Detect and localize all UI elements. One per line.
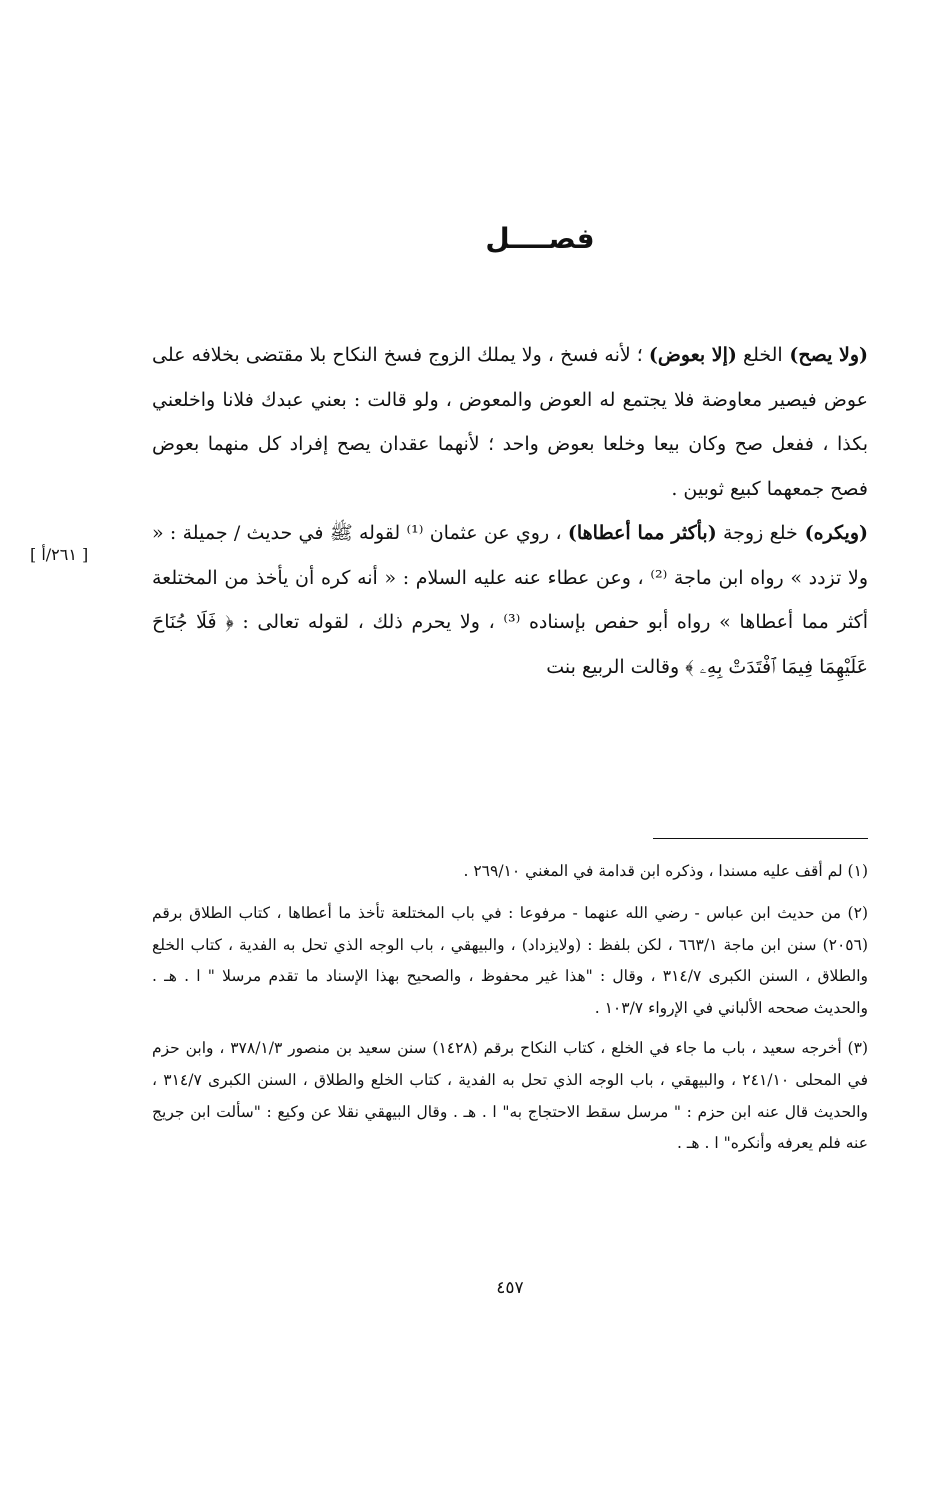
paragraph-2-segment-2: خلع زوجة [716,522,798,544]
paragraph-1-segment-1: (ولا يصح) [782,344,869,366]
page-number: ٤٥٧ [496,1278,524,1298]
manuscript-folio-marker: [ ٢٦١/أ ] [30,545,89,564]
paragraph-2-segment-1: (ويكره) [797,522,868,544]
paragraph-1-segment-2: الخلع [736,344,783,366]
paragraph-2-segment-4: ، روي عن عثمان ⁽¹⁾ لقوله ﷺ في حديث / جميلة : « ولا تزدد » رواه ابن ماجة ⁽²⁾ ، وعن عطاء عنه عليه السلام : « أنه كره أن يأخذ من المختلعة أكثر مما أعطاها » رواه أبو حفص بإسناده ⁽³⁾ ، ولا يحرم ذلك ، لقوله تعالى : ﴿ فَلَا جُنَاحَ عَلَيْهِمَا فِيمَا ٱفْتَدَتْ بِهِۦ ﴾ وقالت الربيع بنت [152,522,868,678]
paragraph-2 [152,511,868,689]
paragraph-1-segment-4: ؛ لأنه فسخ ، ولا يملك الزوج فسخ النكاح بلا مقتضى بخلافه على عوض فيصير معاوضة فلا يجتمع له العوض والمعوض ، ولو قالت : بعني عبدك فلانا واخلعني بكذا ، ففعل صح وكان بيعا وخلعا بعوض واحد ؛ لأنهما عقدان يصح إفراد كل منهما بعوض فصح جمعهما كبيع ثوبين . [152,344,868,500]
footnote-separator [653,838,868,839]
footnote-1: (١) لم أقف عليه مسندا ، وذكره ابن قدامة في المغني ٢٦٩/١٠ . [463,862,868,880]
footnote-3: (٣) أخرجه سعيد ، باب ما جاء في الخلع ، كتاب النكاح برقم (١٤٢٨) سنن سعيد بن منصور ٣٧٨/١/٣ ، وابن حزم في المحلى ٢٤١/١٠ ، والبيهقي ، باب الوجه الذي تحل به الفدية ، كتاب الخلع والطلاق ، السنن الكبرى ٣١٤/٧ ، والحديث قال عنه ابن حزم : " مرسل سقط الاحتجاج به" ا . هـ . وقال البيهقي نقلا عن وكيع : "سألت ابن جريج عنه فلم يعرفه وأنكره" ا . هـ . [152,1038,869,1153]
paragraph-1-segment-3: (إلا بعوض) [648,344,737,366]
footnote-2: (٢) من حديث ابن عباس - رضي الله عنهما - مرفوعا : في باب المختلعة تأخذ ما أعطاها ، كتاب الطلاق برقم (٢٠٥٦) سنن ابن ماجة ٦٦٣/١ ، لكن بلفظ : (ولايزداد) ، والبيهقي ، باب الوجه الذي تحل به الفدية ، كتاب الخلع والطلاق ، السنن الكبرى ٣١٤/٧ ، وقال : "هذا غير محفوظ ، والصحيح بهذا الإسناد ما تقدم مرسلا " ا . هـ . والحديث صححه الألباني في الإرواء ١٠٣/٧ . [152,903,868,1018]
paragraph-1 [152,333,868,511]
footnotes [152,856,868,1168]
paragraph-2-segment-3: (بأكثر مما أعطاها) [567,522,717,544]
section-heading: فصــــل [485,222,595,255]
main-text [152,333,868,689]
